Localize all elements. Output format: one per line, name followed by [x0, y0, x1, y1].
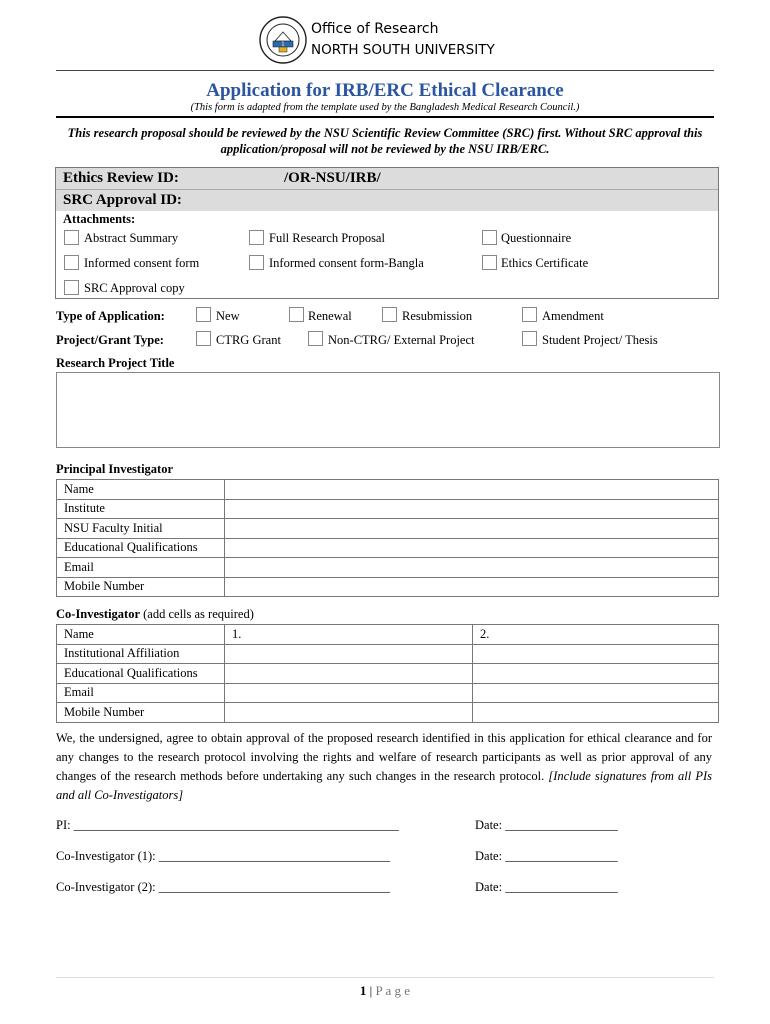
coi-email-label: Email — [57, 683, 225, 703]
page-footer — [0, 983, 770, 999]
declaration-text — [56, 729, 712, 805]
footer-rule — [56, 977, 714, 978]
coi1-signature-line[interactable]: Co-Investigator (1): _____________________________________ — [56, 849, 391, 863]
coi-col2-affiliation[interactable] — [473, 644, 719, 664]
pi-mobile-label: Mobile Number — [57, 577, 225, 597]
ethics-id-value[interactable]: /OR-NSU/IRB/ — [284, 170, 381, 186]
label-non-ctrg: Non-CTRG/ External Project — [328, 333, 475, 347]
label-consent-form: Informed consent form — [84, 256, 200, 270]
label-ctrg: CTRG Grant — [216, 333, 281, 347]
table-row — [57, 538, 719, 558]
pi-table — [56, 479, 719, 597]
coi-qualifications-label: Educational Qualifications — [57, 664, 225, 684]
table-row — [57, 644, 719, 664]
attachments-label: Attachments: — [63, 212, 136, 226]
table-row — [57, 558, 719, 578]
form-title: Application for IRB/ERC Ethical Clearance — [206, 80, 564, 101]
src-id-label: SRC Approval ID: — [63, 192, 182, 208]
label-ethics-certificate: Ethics Certificate — [501, 256, 589, 270]
pi-institute-field[interactable] — [225, 499, 719, 519]
declaration-body: We, the undersigned, agree to obtain approval of the proposed research identified in this application for ethical clearance and for any changes to the research protocol involving the rights and welfare of research participants as well as prior approval of any changes of the research methods before undertaking any such changes in the research protocol. — [56, 731, 712, 783]
label-consent-form-bangla: Informed consent form-Bangla — [269, 256, 424, 270]
research-title-label: Research Project Title — [56, 356, 175, 370]
label-amendment: Amendment — [542, 309, 604, 323]
pi-qualifications-field[interactable] — [225, 538, 719, 558]
coi-col1-name[interactable]: 1. — [225, 625, 473, 645]
checkbox-questionnaire[interactable] — [482, 230, 497, 245]
pi-signature-line[interactable]: PI: ____________________________________________________ — [56, 818, 399, 832]
table-row — [57, 703, 719, 723]
pi-date-line[interactable]: Date: __________________ — [475, 818, 618, 832]
pi-institute-label: Institute — [57, 499, 225, 519]
pi-email-label: Email — [57, 558, 225, 578]
ethics-id-label: Ethics Review ID: — [63, 170, 179, 186]
title-rule — [56, 116, 714, 118]
declaration-note: [Include signatures from all PIs and all Co-Investigators] — [56, 769, 713, 802]
label-abstract-summary: Abstract Summary — [84, 231, 179, 245]
checkbox-full-proposal[interactable] — [249, 230, 264, 245]
page-word: P a g e — [375, 983, 411, 998]
coi-col1-email[interactable] — [225, 683, 473, 703]
table-row — [57, 664, 719, 684]
coi2-signature-line[interactable]: Co-Investigator (2): _____________________________________ — [56, 880, 391, 894]
pi-email-field[interactable] — [225, 558, 719, 578]
page-separator: | — [366, 983, 376, 998]
label-questionnaire: Questionnaire — [501, 231, 572, 245]
checkbox-consent-form-bangla[interactable] — [249, 255, 264, 270]
label-resubmission: Resubmission — [402, 309, 473, 323]
coi-col1-affiliation[interactable] — [225, 644, 473, 664]
coi-affiliation-label: Institutional Affiliation — [57, 644, 225, 664]
application-type-label: Type of Application: — [56, 309, 165, 323]
checkbox-new[interactable] — [196, 307, 211, 322]
research-title-field[interactable] — [56, 372, 720, 448]
coi-table — [56, 624, 719, 723]
coi-label-row — [56, 607, 254, 622]
label-renewal: Renewal — [308, 309, 352, 323]
coi-col2-mobile[interactable] — [473, 703, 719, 723]
svg-text:1: 1 — [281, 41, 285, 48]
coi-mobile-label: Mobile Number — [57, 703, 225, 723]
office-name: Office of Research — [311, 21, 439, 37]
label-new: New — [216, 309, 240, 323]
pi-faculty-initial-label: NSU Faculty Initial — [57, 519, 225, 539]
pi-name-label: Name — [57, 480, 225, 500]
pi-qualifications-label: Educational Qualifications — [57, 538, 225, 558]
university-seal — [259, 16, 307, 64]
checkbox-resubmission[interactable] — [382, 307, 397, 322]
page-number: 1 — [359, 983, 367, 998]
pi-faculty-initial-field[interactable] — [225, 519, 719, 539]
coi-col1-qualifications[interactable] — [225, 664, 473, 684]
checkbox-ctrg[interactable] — [196, 331, 211, 346]
pi-label: Principal Investigator — [56, 462, 174, 476]
form-subtitle: (This form is adapted from the template used by the Bangladesh Medical Research Council.) — [190, 102, 580, 113]
coi2-date-line[interactable]: Date: __________________ — [475, 880, 618, 894]
pi-mobile-field[interactable] — [225, 577, 719, 597]
checkbox-student-project[interactable] — [522, 331, 537, 346]
university-name: NORTH SOUTH UNIVERSITY — [311, 42, 495, 58]
table-row — [57, 480, 719, 500]
table-row — [57, 519, 719, 539]
coi-label: Co-Investigator — [56, 607, 141, 621]
table-row — [57, 683, 719, 703]
table-row — [57, 577, 719, 597]
table-row — [57, 625, 719, 645]
header-rule — [56, 70, 714, 71]
coi-label-note: (add cells as required) — [143, 607, 254, 621]
review-notice: This research proposal should be reviewed by the NSU Scientific Review Committee (SRC) first. Without SRC approval this application/proposal will not be reviewed by the NSU IRB/ERC. — [67, 126, 703, 156]
checkbox-renewal[interactable] — [289, 307, 304, 322]
checkbox-amendment[interactable] — [522, 307, 537, 322]
coi-col2-email[interactable] — [473, 683, 719, 703]
pi-name-field[interactable] — [225, 480, 719, 500]
table-row — [57, 499, 719, 519]
checkbox-non-ctrg[interactable] — [308, 331, 323, 346]
coi-name-label: Name — [57, 625, 225, 645]
coi-col2-name[interactable]: 2. — [473, 625, 719, 645]
label-student-project: Student Project/ Thesis — [542, 333, 658, 347]
label-full-proposal: Full Research Proposal — [269, 231, 385, 245]
checkbox-abstract-summary[interactable] — [64, 230, 79, 245]
coi1-date-line[interactable]: Date: __________________ — [475, 849, 618, 863]
grant-type-label: Project/Grant Type: — [56, 333, 164, 347]
coi-col1-mobile[interactable] — [225, 703, 473, 723]
checkbox-src-approval[interactable] — [64, 280, 79, 295]
checkbox-ethics-certificate[interactable] — [482, 255, 497, 270]
checkbox-consent-form[interactable] — [64, 255, 79, 270]
coi-col2-qualifications[interactable] — [473, 664, 719, 684]
label-src-approval: SRC Approval copy — [84, 281, 185, 295]
